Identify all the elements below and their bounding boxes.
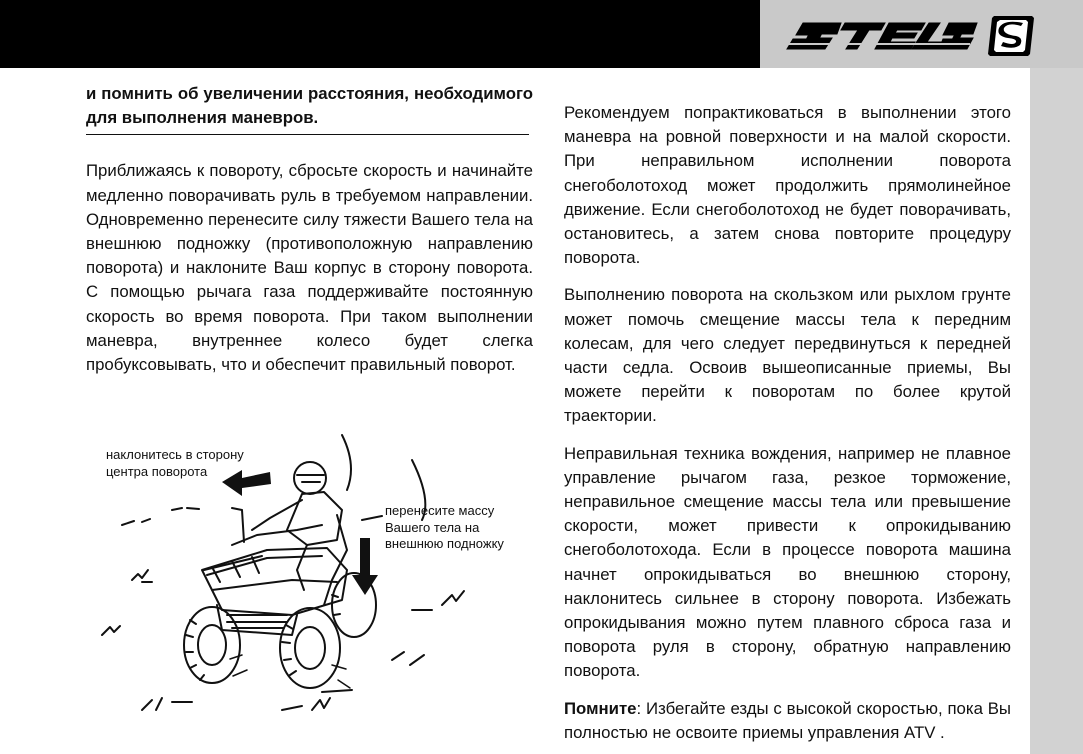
front-left-wheel <box>184 607 240 683</box>
header-bar <box>0 0 760 68</box>
rider-torso <box>287 492 342 545</box>
slippery-ground-paragraph: Выполнению поворота на скользком или рыхлом грунте может помочь смещение массы тела к передним колесам, для чего следует передвинуться к передней части седла. Освоив вышеописанные приемы, Вы можете перейти к поворотам по более крутой траектории. <box>564 285 1011 426</box>
intro-warning-text: и помнить об увеличении расстояния, необходимого для выполнения маневров. <box>86 84 533 128</box>
lean-caption: наклонитесь в сторону центра поворота <box>106 447 244 479</box>
front-right-wheel <box>280 608 340 688</box>
rider-helmet <box>294 462 326 494</box>
side-strip <box>1030 68 1083 754</box>
weight-arrow <box>352 538 378 595</box>
stels-emblem-logo <box>988 14 1036 58</box>
rollover-paragraph: Неправильная техника вождения, например не плавное управление рычагом газа, резкое торможение, неправильное смещение массы тела или превышение скорости, может привести к опрокидыванию снегоболотохода. Если в процессе поворота машина начнет опрокидываться во внешнюю сторону, наклонитесь сильнее в сторону поворота. Избежать опрокидывания можно путем плавного сброса газа и поворота руля в сторону, обратную направлению поворота. <box>564 443 1011 681</box>
ground-tuft <box>122 519 150 525</box>
left-column <box>86 82 533 377</box>
weight-caption: перенесите массу Вашего тела на внешнюю подножку <box>385 503 504 551</box>
reminder-label: Помните <box>564 698 637 718</box>
reminder-text: : Избегайте езды с высокой скоростью, пока Вы полностью не освоите приемы управления ATV . <box>564 698 1011 742</box>
reminder-paragraph <box>564 697 1011 745</box>
turning-instructions-text: Приближаясь к повороту, сбросьте скорость и начинайте медленно поворачивать руль в требуемом направлении. Одновременно перенесите силу тяжести Вашего тела на внешнюю подножку (противоположную направлению поворота) и наклоните Ваш корпус в сторону поворота. С помощью рычага газа поддерживайте постоянную скорость во время поворота. При таком выполнении маневра, внутреннее колесо будет слегка пробуксовывать, что и обеспечит правильный поворот. <box>86 161 533 375</box>
right-column <box>564 101 1011 754</box>
intro-underline <box>86 134 529 135</box>
practice-paragraph: Рекомендуем попрактиковаться в выполнении этого маневра на ровной поверхности и на малой скорости. При неправильном исполнении поворота снегоболотоход может продолжить прямолинейное движение. Если снегоболотоход не будет поворачивать, остановитесь, а затем снова повторите процедуру поворота. <box>564 103 1011 268</box>
stels-wordmark-logo <box>785 18 980 52</box>
